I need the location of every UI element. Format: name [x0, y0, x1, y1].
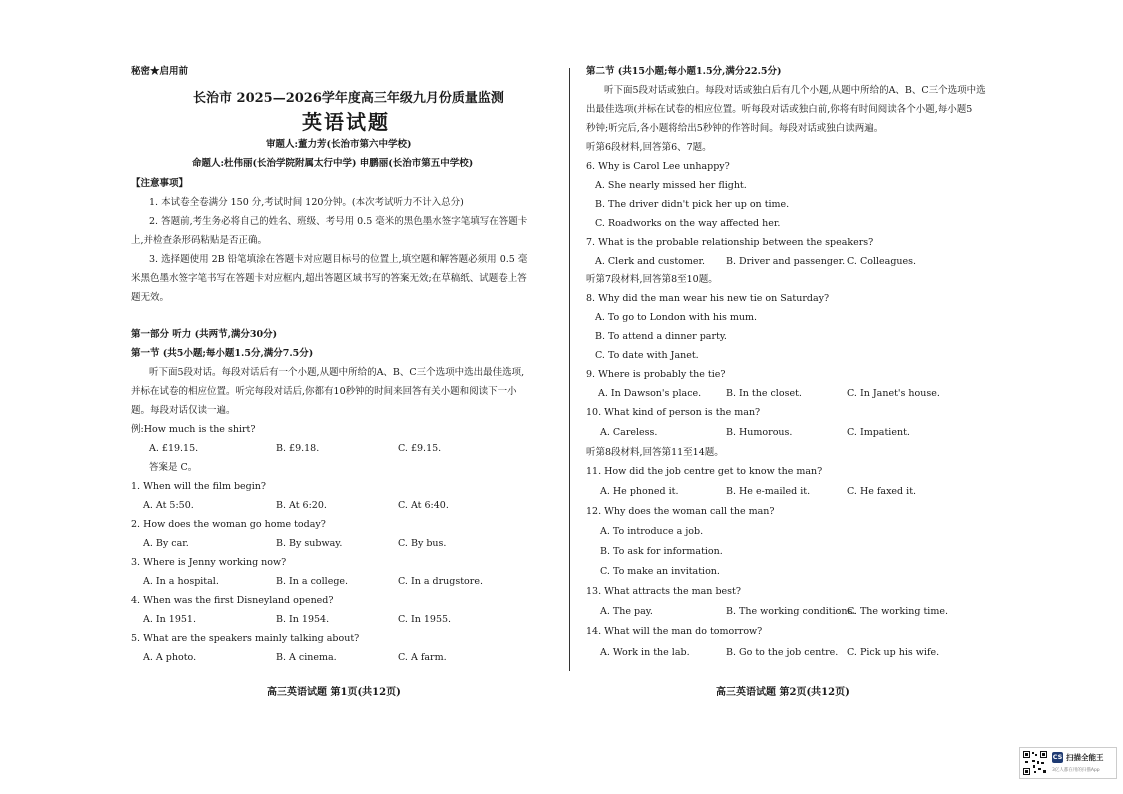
example-option-c: C. £9.15.	[398, 443, 442, 454]
q5-option-a: A. A photo.	[143, 652, 197, 663]
q12-option-a: A. To introduce a job.	[600, 526, 704, 537]
question-13: 13. What attracts the man best?	[586, 586, 741, 597]
question-6: 6. Why is Carol Lee unhappy?	[586, 161, 730, 172]
example-option-b: B. £9.18.	[276, 443, 320, 454]
directions-1b: 并标在试卷的相应位置。听完每段对话后,你都有10秒钟的时间来回答有关小题和阅读下一小	[131, 386, 517, 397]
scanner-app-name: 扫描全能王	[1066, 753, 1104, 762]
scanner-watermark	[1019, 747, 1117, 779]
q14-option-c: C. Pick up his wife.	[847, 647, 940, 658]
q7-option-a: A. Clerk and customer.	[595, 256, 706, 267]
question-9: 9. Where is probably the tie?	[586, 369, 726, 380]
question-4: 4. When was the first Disneyland opened?	[131, 595, 334, 606]
q11-option-a: A. He phoned it.	[600, 486, 679, 497]
authors-line: 命题人:杜伟丽(长治学院附属太行中学) 申鹏丽(长治市第五中学校)	[192, 158, 474, 169]
question-14: 14. What will the man do tomorrow?	[586, 626, 763, 637]
question-10: 10. What kind of person is the man?	[586, 407, 761, 418]
notice-heading: 【注意事项】	[131, 178, 189, 189]
q3-option-b: B. In a college.	[276, 576, 349, 587]
q10-option-a: A. Careless.	[600, 427, 658, 438]
notice-2a: 2. 答题前,考生务必将自己的姓名、班级、考号用 0.5 毫米的黑色墨水签字笔填写在答题卡	[149, 216, 528, 227]
subject-title: 英语试题	[302, 110, 390, 134]
q4-option-a: A. In 1951.	[143, 614, 196, 625]
directions-1c: 题。每段对话仅读一遍。	[131, 405, 236, 416]
q8-option-b: B. To attend a dinner party.	[595, 331, 727, 342]
q4-option-b: B. In 1954.	[276, 614, 330, 625]
section-two-heading: 第二节 (共15小题;每小题1.5分,满分22.5分)	[586, 66, 782, 77]
exam-title: 长治市 2025—2026学年度高三年级九月份质量监测	[193, 91, 504, 106]
q10-option-c: C. Impatient.	[847, 427, 910, 438]
q1-option-c: C. At 6:40.	[398, 500, 449, 511]
left-page-footer: 高三英语试题 第1页(共12页)	[267, 687, 401, 698]
notice-3b: 米黑色墨水签字笔书写在答题卡对应框内,超出答题区域书写的答案无效;在草稿纸、试题卷上答	[131, 273, 527, 284]
directions-2b: 出最佳选项(并标在试卷的相应位置。听每段对话或独白前,你将有时间阅读各个小题,每小题5	[586, 104, 973, 115]
q9-option-a: A. In Dawson's place.	[598, 388, 702, 399]
q1-option-a: A. At 5:50.	[143, 500, 194, 511]
q2-option-b: B. By subway.	[276, 538, 343, 549]
question-5: 5. What are the speakers mainly talking about?	[131, 633, 360, 644]
q6-option-a: A. She nearly missed her flight.	[595, 180, 747, 191]
q6-option-c: C. Roadworks on the way affected her.	[595, 218, 781, 229]
q7-option-c: C. Colleagues.	[847, 256, 917, 267]
q13-option-b: B. The working conditions.	[726, 606, 856, 617]
q5-option-b: B. A cinema.	[276, 652, 337, 663]
q13-option-c: C. The working time.	[847, 606, 948, 617]
q2-option-c: C. By bus.	[398, 538, 447, 549]
notice-3a: 3. 选择题使用 2B 铅笔填涂在答题卡对应题目标号的位置上,填空题和解答题必须用 0.5 毫	[149, 254, 528, 265]
directions-2a: 听下面5段对话或独白。每段对话或独白后有几个小题,从题中所给的A、B、C三个选项中选	[604, 85, 986, 96]
example-answer: 答案是 C。	[149, 462, 198, 473]
directions-1a: 听下面5段对话。每段对话后有一个小题,从题中所给的A、B、C三个选项中选出最佳选项,	[149, 367, 525, 378]
q3-option-a: A. In a hospital.	[143, 576, 219, 587]
q4-option-c: C. In 1955.	[398, 614, 452, 625]
directions-2c: 秒钟;听完后,各小题将给出5秒钟的作答时间。每段对话或独白读两遍。	[586, 123, 884, 134]
question-3: 3. Where is Jenny working now?	[131, 557, 287, 568]
q9-option-b: B. In the closet.	[726, 388, 802, 399]
qr-code-icon	[1022, 750, 1048, 776]
question-2: 2. How does the woman go home today?	[131, 519, 326, 530]
notice-2b: 上,并检查条形码粘贴是否正确。	[131, 235, 268, 246]
q12-option-c: C. To make an invitation.	[600, 566, 720, 577]
reviewer-line: 审题人:董力芳(长治市第六中学校)	[266, 139, 412, 150]
question-11: 11. How did the job centre get to know the man?	[586, 466, 823, 477]
q1-option-b: B. At 6:20.	[276, 500, 327, 511]
q5-option-c: C. A farm.	[398, 652, 447, 663]
notice-1: 1. 本试卷全卷满分 150 分,考试时间 120分钟。(本次考试听力不计入总分)	[149, 197, 464, 208]
section-one-heading: 第一节 (共5小题;每小题1.5分,满分7.5分)	[131, 348, 314, 359]
q11-option-b: B. He e-mailed it.	[726, 486, 811, 497]
material-6-label: 听第6段材料,回答第6、7题。	[586, 142, 712, 153]
question-12: 12. Why does the woman call the man?	[586, 506, 775, 517]
q10-option-b: B. Humorous.	[726, 427, 793, 438]
q14-option-b: B. Go to the job centre.	[726, 647, 839, 658]
q11-option-c: C. He faxed it.	[847, 486, 917, 497]
camscanner-logo-icon: CS	[1052, 753, 1063, 761]
material-7-label: 听第7段材料,回答第8至10题。	[586, 274, 718, 285]
q8-option-c: C. To date with Janet.	[595, 350, 699, 361]
question-1: 1. When will the film begin?	[131, 481, 267, 492]
q7-option-b: B. Driver and passenger.	[726, 256, 846, 267]
part-one-heading: 第一部分 听力 (共两节,满分30分)	[131, 329, 278, 340]
question-7: 7. What is the probable relationship between the speakers?	[586, 237, 874, 248]
q9-option-c: C. In Janet's house.	[847, 388, 940, 399]
notice-3c: 题无效。	[131, 292, 170, 303]
material-8-label: 听第8段材料,回答第11至14题。	[586, 447, 724, 458]
q13-option-a: A. The pay.	[600, 606, 653, 617]
question-8: 8. Why did the man wear his new tie on Saturday?	[586, 293, 830, 304]
q6-option-b: B. The driver didn't pick her up on time.	[595, 199, 790, 210]
column-divider	[569, 68, 570, 671]
q3-option-c: C. In a drugstore.	[398, 576, 483, 587]
secret-label: 秘密★启用前	[131, 66, 189, 77]
right-page-footer: 高三英语试题 第2页(共12页)	[716, 687, 850, 698]
q12-option-b: B. To ask for information.	[600, 546, 723, 557]
q8-option-a: A. To go to London with his mum.	[595, 312, 758, 323]
q14-option-a: A. Work in the lab.	[600, 647, 690, 658]
q2-option-a: A. By car.	[143, 538, 189, 549]
scanner-app-tagline: 3亿人都在用的扫描App	[1052, 768, 1100, 773]
example-question: 例:How much is the shirt?	[131, 424, 256, 435]
example-option-a: A. £19.15.	[149, 443, 199, 454]
